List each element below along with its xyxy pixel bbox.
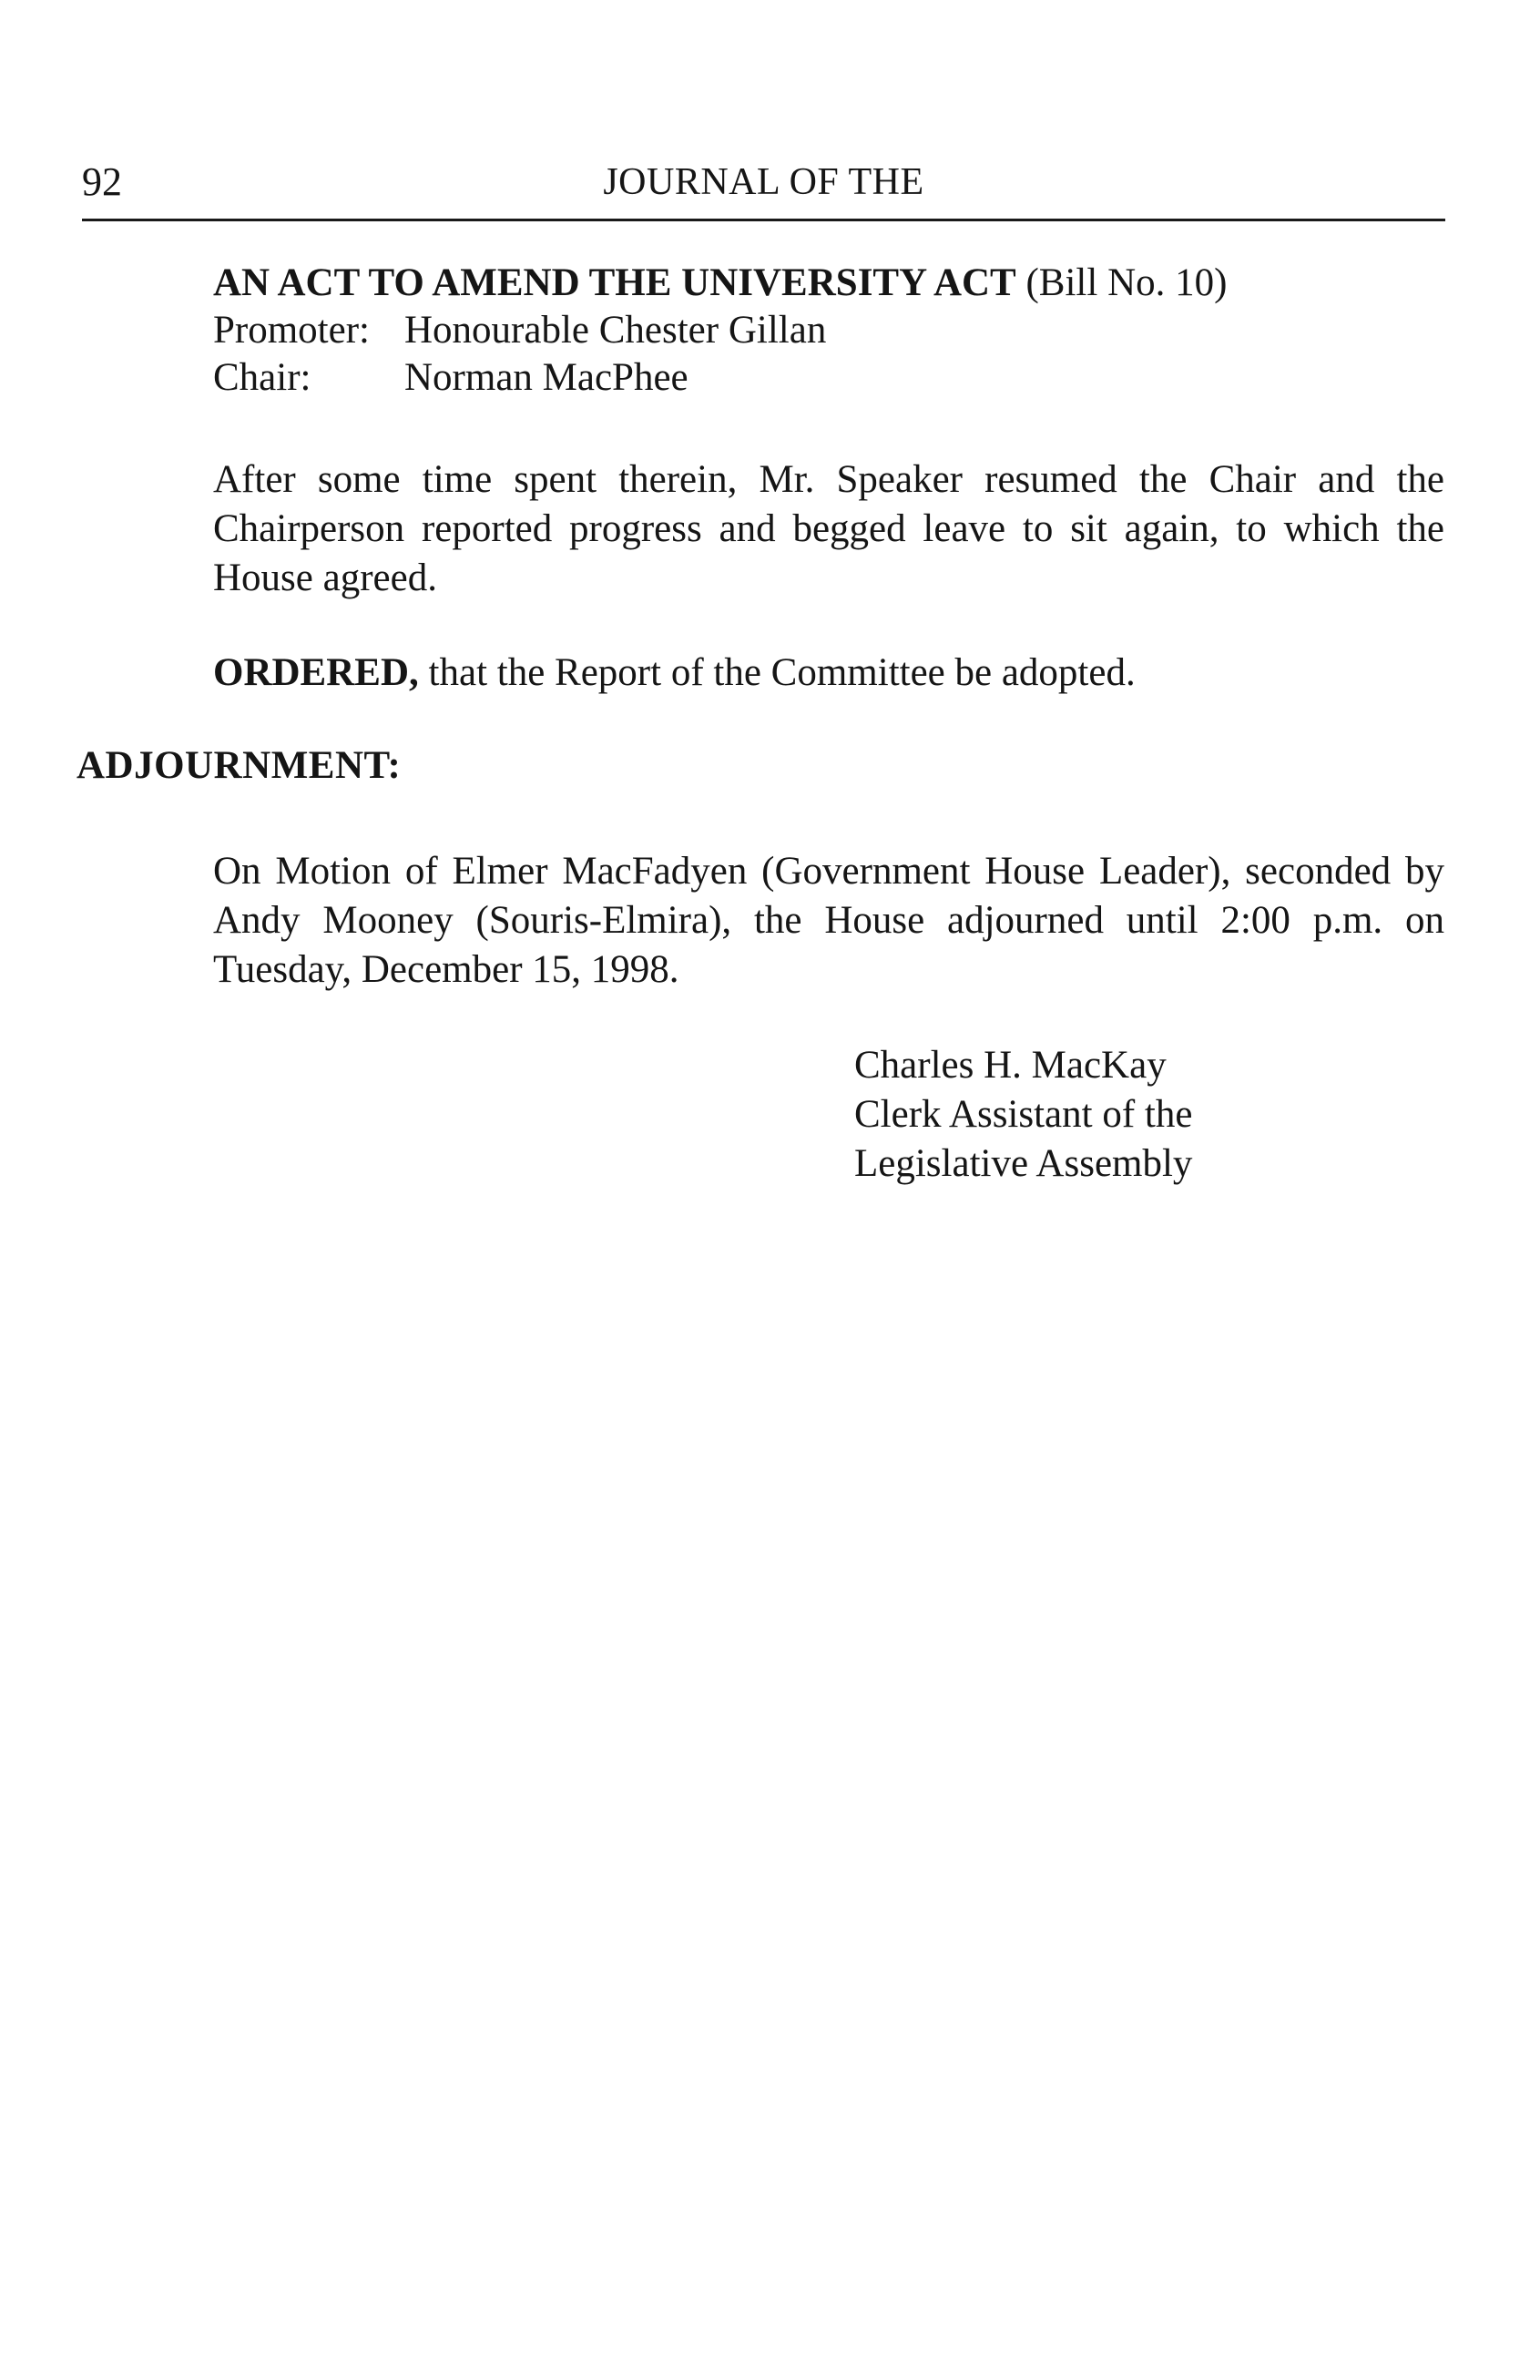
adjournment-heading: ADJOURNMENT:	[76, 744, 402, 787]
chair-name: Norman MacPhee	[404, 356, 688, 399]
signatory-title-line-1: Clerk Assistant of the	[854, 1093, 1193, 1136]
signature-block	[854, 1041, 1192, 1189]
order-text: that the Report of the Committee be adopted.	[418, 651, 1136, 694]
promoter-name: Honourable Chester Gillan	[404, 309, 827, 352]
bill-number: (Bill No. 10)	[1015, 261, 1228, 304]
bill-block	[213, 260, 1452, 402]
ordered-keyword: ORDERED,	[213, 651, 419, 694]
signatory-title-line-2: Legislative Assembly	[854, 1142, 1193, 1185]
signatory-name: Charles H. MacKay	[854, 1044, 1167, 1087]
running-head: JOURNAL OF THE	[603, 161, 924, 203]
promoter-label: Promoter:	[213, 309, 370, 352]
chair-label: Chair:	[213, 356, 311, 399]
bill-title	[213, 260, 1452, 307]
adjournment-paragraph: On Motion of Elmer MacFadyen (Government House Leader), seconded by Andy Mooney (Souris-Elmira), the House adjourned until 2:00 p.m. on Tuesday, December 15, 1998.	[213, 850, 1444, 991]
promoter-row	[213, 307, 1452, 354]
page-number: 92	[82, 159, 122, 204]
page-header	[82, 157, 1445, 221]
bill-title-bold: AN ACT TO AMEND THE UNIVERSITY ACT	[213, 261, 1016, 304]
committee-report-paragraph: After some time spent therein, Mr. Speaker resumed the Chair and the Chairperson reported progress and begged leave to sit again, to which the House agreed.	[213, 458, 1444, 599]
chair-row	[213, 354, 1452, 402]
order-paragraph	[213, 649, 1444, 698]
